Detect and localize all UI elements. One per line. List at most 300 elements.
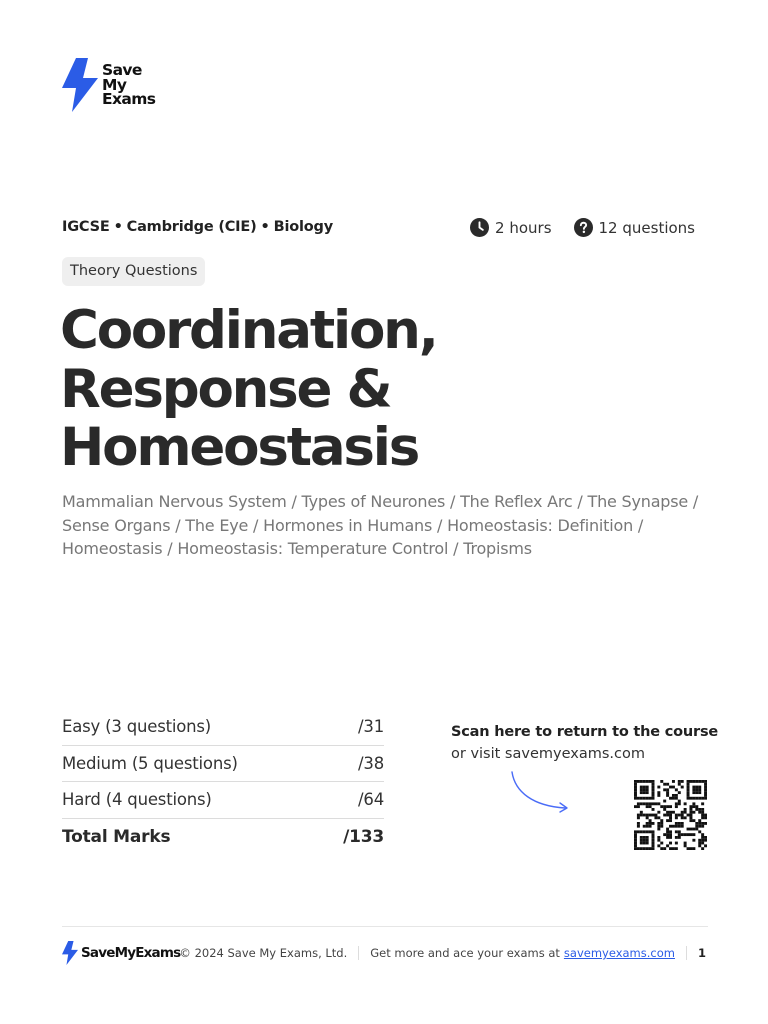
qr-module bbox=[678, 833, 681, 836]
qr-module bbox=[634, 797, 637, 800]
qr-module bbox=[669, 811, 672, 814]
qr-module bbox=[698, 830, 701, 833]
qr-module bbox=[678, 830, 681, 833]
qr-module bbox=[652, 797, 655, 800]
marks-label: Hard (4 questions) bbox=[62, 790, 212, 810]
qr-module bbox=[649, 797, 652, 800]
qr-module bbox=[634, 783, 637, 786]
qr-module bbox=[678, 791, 681, 794]
qr-module bbox=[692, 828, 695, 831]
qr-module bbox=[675, 797, 678, 800]
qr-module bbox=[669, 833, 672, 836]
qr-module bbox=[689, 819, 692, 822]
qr-module bbox=[640, 847, 643, 850]
qr-module bbox=[657, 794, 660, 797]
qr-module bbox=[689, 828, 692, 831]
qr-module bbox=[643, 780, 646, 783]
qr-module bbox=[687, 828, 690, 831]
qr-module bbox=[637, 822, 640, 825]
qr-code[interactable] bbox=[634, 780, 707, 850]
qr-module bbox=[654, 814, 657, 817]
logo-line-save: Save bbox=[102, 61, 142, 79]
qr-module bbox=[675, 788, 678, 791]
qr-module bbox=[669, 842, 672, 845]
qr-module bbox=[675, 822, 678, 825]
qr-module bbox=[675, 794, 678, 797]
qr-module bbox=[704, 822, 707, 825]
breadcrumb-board: Cambridge (CIE) bbox=[126, 219, 257, 235]
qr-module bbox=[698, 791, 701, 794]
qr-module bbox=[681, 814, 684, 817]
qr-module bbox=[689, 805, 692, 808]
qr-module bbox=[687, 814, 690, 817]
qr-module bbox=[646, 816, 649, 819]
breadcrumb-separator: • bbox=[113, 219, 123, 235]
qr-module bbox=[660, 825, 663, 828]
marks-label: Easy (3 questions) bbox=[62, 717, 212, 737]
brand-logo bbox=[62, 58, 155, 112]
qr-module bbox=[672, 811, 675, 814]
qr-module bbox=[692, 780, 695, 783]
duration-text: 2 hours bbox=[495, 218, 552, 237]
logo-line-my: My bbox=[102, 75, 127, 94]
qr-module bbox=[643, 814, 646, 817]
qr-module bbox=[698, 842, 701, 845]
qr-module bbox=[660, 847, 663, 850]
qr-module bbox=[704, 839, 707, 842]
qr-module bbox=[637, 780, 640, 783]
qr-module bbox=[646, 791, 649, 794]
qr-module bbox=[684, 802, 687, 805]
qr-module bbox=[634, 794, 637, 797]
footer-logo bbox=[62, 941, 180, 965]
qr-module bbox=[675, 814, 678, 817]
qr-module bbox=[675, 825, 678, 828]
qr-module bbox=[646, 802, 649, 805]
qr-module bbox=[684, 816, 687, 819]
qr-module bbox=[678, 783, 681, 786]
lightning-bolt-icon bbox=[62, 941, 78, 965]
qr-module bbox=[666, 836, 669, 839]
qr-module bbox=[698, 844, 701, 847]
qr-module bbox=[649, 825, 652, 828]
qr-module bbox=[643, 825, 646, 828]
qr-module bbox=[678, 836, 681, 839]
qr-module bbox=[643, 802, 646, 805]
qr-module bbox=[704, 780, 707, 783]
qr-module bbox=[669, 814, 672, 817]
qr-module bbox=[643, 839, 646, 842]
qr-module bbox=[698, 780, 701, 783]
qr-module bbox=[652, 842, 655, 845]
qr-module bbox=[692, 811, 695, 814]
qr-module bbox=[634, 839, 637, 842]
qr-module bbox=[637, 847, 640, 850]
qr-module bbox=[640, 797, 643, 800]
scan-title: Scan here to return to the course bbox=[451, 724, 719, 740]
qr-module bbox=[692, 791, 695, 794]
qr-module bbox=[698, 825, 701, 828]
qr-module bbox=[689, 808, 692, 811]
qr-module bbox=[646, 780, 649, 783]
qr-module bbox=[701, 833, 704, 836]
qr-module bbox=[692, 788, 695, 791]
qr-module bbox=[652, 830, 655, 833]
qr-module bbox=[704, 786, 707, 789]
qr-module bbox=[669, 816, 672, 819]
qr-module bbox=[704, 797, 707, 800]
qr-module bbox=[634, 844, 637, 847]
qr-module bbox=[672, 780, 675, 783]
qr-module bbox=[652, 786, 655, 789]
qr-module bbox=[692, 805, 695, 808]
qr-module bbox=[649, 780, 652, 783]
qr-module bbox=[634, 780, 637, 783]
qr-module bbox=[687, 791, 690, 794]
qr-module bbox=[692, 819, 695, 822]
qr-module bbox=[657, 816, 660, 819]
marks-label: Medium (5 questions) bbox=[62, 753, 238, 773]
qr-module bbox=[652, 822, 655, 825]
page-title bbox=[60, 302, 437, 478]
qr-module bbox=[657, 844, 660, 847]
meta-stats bbox=[470, 218, 695, 237]
title-line-1: Coordination, bbox=[60, 300, 437, 361]
qr-module bbox=[692, 847, 695, 850]
qr-module bbox=[657, 791, 660, 794]
qr-module bbox=[698, 811, 701, 814]
qr-module bbox=[701, 802, 704, 805]
qr-module bbox=[657, 828, 660, 831]
qr-module bbox=[660, 780, 663, 783]
qr-module bbox=[675, 816, 678, 819]
qr-module bbox=[652, 788, 655, 791]
qr-module bbox=[666, 783, 669, 786]
qr-module bbox=[701, 836, 704, 839]
qr-module bbox=[695, 780, 698, 783]
qr-module bbox=[701, 816, 704, 819]
qr-module bbox=[646, 825, 649, 828]
qr-module bbox=[669, 825, 672, 828]
qr-module bbox=[681, 822, 684, 825]
qr-module bbox=[637, 825, 640, 828]
qr-module bbox=[637, 797, 640, 800]
qr-module bbox=[637, 805, 640, 808]
qr-module bbox=[689, 833, 692, 836]
qr-module bbox=[643, 830, 646, 833]
qr-module bbox=[672, 825, 675, 828]
logo-line-exams: Exams bbox=[102, 90, 156, 108]
qr-module bbox=[672, 797, 675, 800]
qr-module bbox=[660, 805, 663, 808]
qr-module bbox=[640, 788, 643, 791]
qr-module bbox=[681, 780, 684, 783]
qr-module bbox=[646, 830, 649, 833]
qr-module bbox=[666, 791, 669, 794]
qr-module bbox=[649, 822, 652, 825]
qr-module bbox=[692, 786, 695, 789]
qr-module bbox=[681, 786, 684, 789]
qr-module bbox=[701, 822, 704, 825]
qr-module bbox=[646, 805, 649, 808]
qr-module bbox=[652, 783, 655, 786]
qr-module bbox=[692, 839, 695, 842]
qr-module bbox=[646, 847, 649, 850]
qr-module bbox=[637, 802, 640, 805]
qr-module bbox=[640, 811, 643, 814]
qr-module bbox=[701, 780, 704, 783]
breadcrumb-level: IGCSE bbox=[62, 219, 110, 235]
qr-module bbox=[643, 836, 646, 839]
logo-wordmark bbox=[102, 63, 155, 107]
qr-module bbox=[663, 847, 666, 850]
qr-module bbox=[666, 811, 669, 814]
meta-row bbox=[62, 218, 708, 238]
qr-module bbox=[652, 833, 655, 836]
qr-module bbox=[663, 783, 666, 786]
breadcrumb-separator: • bbox=[260, 219, 270, 235]
qr-module bbox=[652, 844, 655, 847]
qr-module bbox=[689, 814, 692, 817]
qr-module bbox=[663, 808, 666, 811]
qr-module bbox=[643, 842, 646, 845]
qr-module bbox=[701, 808, 704, 811]
qr-module bbox=[704, 788, 707, 791]
qr-module bbox=[698, 839, 701, 842]
qr-module bbox=[640, 786, 643, 789]
qr-module bbox=[649, 814, 652, 817]
qr-module bbox=[634, 847, 637, 850]
qr-module bbox=[657, 786, 660, 789]
question-type-tag: Theory Questions bbox=[62, 257, 205, 286]
qr-module bbox=[657, 839, 660, 842]
qr-module bbox=[698, 808, 701, 811]
qr-module bbox=[666, 844, 669, 847]
qr-module bbox=[695, 822, 698, 825]
qr-module bbox=[695, 828, 698, 831]
qr-module bbox=[666, 830, 669, 833]
qr-module bbox=[695, 808, 698, 811]
qr-module bbox=[634, 786, 637, 789]
questions-text: 12 questions bbox=[598, 218, 695, 237]
qr-module bbox=[643, 788, 646, 791]
qr-module bbox=[698, 797, 701, 800]
qr-module bbox=[692, 802, 695, 805]
qr-module bbox=[663, 805, 666, 808]
duration-stat bbox=[470, 218, 551, 237]
qr-module bbox=[669, 836, 672, 839]
qr-module bbox=[649, 847, 652, 850]
qr-module bbox=[704, 816, 707, 819]
qr-module bbox=[701, 839, 704, 842]
footer-cta: Get more and ace your exams at bbox=[370, 946, 560, 960]
website-link[interactable]: savemyexams.com bbox=[563, 946, 675, 960]
qr-module bbox=[652, 847, 655, 850]
qr-module bbox=[701, 814, 704, 817]
qr-module bbox=[701, 847, 704, 850]
footer-wordmark: SaveMyExams bbox=[81, 945, 181, 961]
qr-module bbox=[687, 797, 690, 800]
qr-module bbox=[689, 816, 692, 819]
qr-module bbox=[634, 842, 637, 845]
qr-module bbox=[640, 842, 643, 845]
qr-module bbox=[652, 780, 655, 783]
qr-module bbox=[652, 802, 655, 805]
qr-module bbox=[687, 847, 690, 850]
qr-module bbox=[643, 786, 646, 789]
marks-value: /64 bbox=[358, 790, 384, 810]
qr-module bbox=[640, 802, 643, 805]
qr-module bbox=[669, 847, 672, 850]
qr-module bbox=[675, 847, 678, 850]
qr-module bbox=[646, 797, 649, 800]
qr-module bbox=[684, 808, 687, 811]
qr-module bbox=[689, 811, 692, 814]
qr-module bbox=[666, 828, 669, 831]
qr-module bbox=[663, 833, 666, 836]
qr-module bbox=[689, 780, 692, 783]
footer-info bbox=[179, 946, 706, 960]
qr-module bbox=[652, 814, 655, 817]
qr-module bbox=[640, 791, 643, 794]
qr-module bbox=[637, 830, 640, 833]
qr-module bbox=[643, 791, 646, 794]
qr-module bbox=[681, 825, 684, 828]
qr-module bbox=[687, 794, 690, 797]
qr-module bbox=[646, 786, 649, 789]
qr-module bbox=[695, 805, 698, 808]
qr-module bbox=[652, 794, 655, 797]
qr-module bbox=[666, 819, 669, 822]
qr-module bbox=[634, 788, 637, 791]
qr-module bbox=[681, 833, 684, 836]
qr-module bbox=[663, 800, 666, 803]
qr-module bbox=[701, 825, 704, 828]
qr-module bbox=[687, 780, 690, 783]
qr-module bbox=[698, 819, 701, 822]
question-circle-icon bbox=[574, 218, 593, 237]
qr-module bbox=[663, 814, 666, 817]
qr-module bbox=[672, 847, 675, 850]
qr-module bbox=[701, 797, 704, 800]
qr-module bbox=[637, 816, 640, 819]
qr-module bbox=[704, 791, 707, 794]
qr-module bbox=[701, 811, 704, 814]
qr-module bbox=[643, 797, 646, 800]
qr-module bbox=[701, 842, 704, 845]
qr-module bbox=[660, 819, 663, 822]
qr-module bbox=[634, 791, 637, 794]
qr-module bbox=[669, 797, 672, 800]
qr-module bbox=[704, 794, 707, 797]
qr-module bbox=[640, 780, 643, 783]
qr-module bbox=[689, 797, 692, 800]
qr-module bbox=[654, 816, 657, 819]
marks-row-total bbox=[62, 819, 384, 856]
scan-callout bbox=[451, 724, 718, 762]
qr-module bbox=[698, 822, 701, 825]
marks-row-easy bbox=[62, 709, 384, 746]
qr-module bbox=[666, 814, 669, 817]
qr-module bbox=[649, 802, 652, 805]
total-value: /133 bbox=[343, 826, 384, 847]
qr-module bbox=[692, 833, 695, 836]
qr-module bbox=[704, 836, 707, 839]
qr-module bbox=[646, 839, 649, 842]
qr-module bbox=[672, 794, 675, 797]
qr-module bbox=[704, 783, 707, 786]
total-label: Total Marks bbox=[62, 826, 171, 847]
qr-module bbox=[646, 822, 649, 825]
qr-module bbox=[704, 844, 707, 847]
qr-module bbox=[660, 822, 663, 825]
qr-module bbox=[678, 802, 681, 805]
qr-module bbox=[652, 791, 655, 794]
footer-divider bbox=[62, 926, 708, 927]
qr-module bbox=[634, 830, 637, 833]
qr-module bbox=[672, 786, 675, 789]
qr-module bbox=[695, 791, 698, 794]
qr-module bbox=[649, 819, 652, 822]
qr-module bbox=[669, 786, 672, 789]
qr-module bbox=[687, 783, 690, 786]
clock-icon bbox=[470, 218, 489, 237]
qr-module bbox=[675, 836, 678, 839]
qr-module bbox=[681, 811, 684, 814]
qr-module bbox=[681, 816, 684, 819]
qr-module bbox=[637, 814, 640, 817]
questions-stat bbox=[574, 218, 695, 237]
qr-module bbox=[657, 802, 660, 805]
page-number: 1 bbox=[697, 946, 706, 960]
marks-value: /38 bbox=[358, 753, 384, 773]
qr-module bbox=[646, 788, 649, 791]
marks-value: /31 bbox=[358, 717, 384, 737]
qr-module bbox=[640, 836, 643, 839]
qr-module bbox=[646, 814, 649, 817]
qr-module bbox=[657, 811, 660, 814]
qr-module bbox=[669, 830, 672, 833]
qr-module bbox=[687, 786, 690, 789]
qr-module bbox=[698, 786, 701, 789]
qr-module bbox=[640, 814, 643, 817]
qr-module bbox=[695, 788, 698, 791]
marks-table bbox=[62, 709, 384, 855]
qr-module bbox=[675, 842, 678, 845]
qr-module bbox=[666, 833, 669, 836]
qr-module bbox=[660, 842, 663, 845]
qr-module bbox=[678, 800, 681, 803]
qr-module bbox=[649, 805, 652, 808]
qr-module bbox=[692, 797, 695, 800]
qr-module bbox=[654, 802, 657, 805]
breadcrumb bbox=[62, 219, 333, 235]
qr-module bbox=[687, 788, 690, 791]
qr-module bbox=[695, 825, 698, 828]
qr-module bbox=[687, 833, 690, 836]
qr-module bbox=[669, 805, 672, 808]
qr-module bbox=[646, 836, 649, 839]
footer-separator bbox=[358, 946, 359, 960]
qr-module bbox=[695, 797, 698, 800]
qr-module bbox=[666, 788, 669, 791]
qr-module bbox=[652, 836, 655, 839]
scan-subtitle: or visit savemyexams.com bbox=[451, 746, 645, 762]
qr-module bbox=[678, 780, 681, 783]
footer-separator bbox=[686, 946, 687, 960]
qr-module bbox=[675, 805, 678, 808]
qr-module bbox=[663, 788, 666, 791]
